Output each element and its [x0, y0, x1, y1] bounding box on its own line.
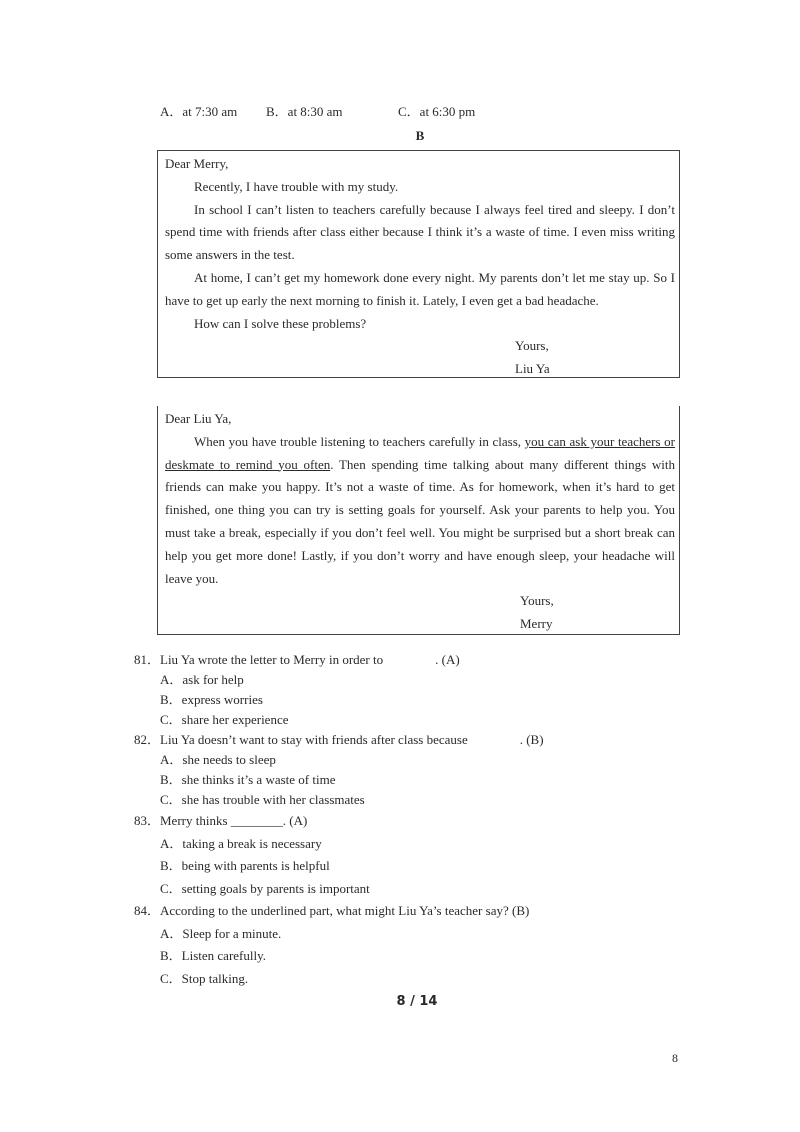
question-text: Liu Ya wrote the letter to Merry in order to . (A) — [160, 652, 460, 667]
previous-question-options — [160, 101, 475, 120]
letter-paragraph: At home, I can’t get my homework done every night. My parents don’t let me stay up. So I have to get up early the next morning to finish it. Lately, I even get a bad headache. — [165, 269, 675, 308]
letter-paragraph: How can I solve these problems? — [194, 315, 367, 331]
letter-signature: Merry — [520, 616, 553, 632]
answer-option: A．ask for help — [160, 672, 244, 687]
page-number: 8 — [672, 1051, 678, 1065]
answer-option: A．Sleep for a minute. — [160, 925, 282, 941]
answer-option: B．Listen carefully. — [160, 948, 267, 963]
question-number: 83． — [134, 813, 161, 828]
question-number: 81． — [134, 652, 161, 667]
answer-option: B．she thinks it’s a waste of time — [160, 772, 336, 787]
answer-option: A．taking a break is necessary — [160, 835, 322, 851]
letter-from-merry — [157, 406, 680, 635]
question-number: 82． — [134, 732, 161, 747]
letter-paragraph: Recently, I have trouble with my study. — [194, 178, 399, 194]
option-b: B．at 8:30 am — [266, 104, 343, 119]
answer-option: C．share her experience — [160, 712, 289, 727]
letter-greeting: Dear Merry, — [165, 156, 229, 171]
letter-text: . Then spending time talking about many different things with friends can make you happy. It’s not a waste of time. As for homework, when it’s hard to get finished, one thing you can try is setting goals for yourself. Ask your parents to help you. You must take a break, especially if you don’t feel well. You might be surprised but a short break can help you get more done! Lastly, if you don’t worry and have enough sleep, your headache will leave you. — [165, 456, 675, 586]
answer-option: B．being with parents is helpful — [160, 858, 330, 873]
letter-closing: Yours, — [515, 338, 549, 354]
letter-paragraph — [165, 431, 675, 591]
question-text: Merry thinks ________. (A) — [160, 813, 308, 828]
question-number: 84． — [134, 903, 161, 918]
answer-option: C．she has trouble with her classmates — [160, 792, 365, 807]
letter-closing: Yours, — [520, 593, 554, 609]
option-a: A．at 7:30 am — [160, 104, 238, 119]
answer-option: C．setting goals by parents is important — [160, 880, 370, 896]
question-item — [134, 650, 694, 730]
answer-option: C．Stop talking. — [160, 970, 249, 986]
letter-greeting: Dear Liu Ya, — [165, 411, 232, 426]
option-c: C．at 6:30 pm — [398, 104, 476, 119]
letter-paragraph: In school I can’t listen to teachers carefully because I always feel tired and sleepy. I don’t spend time with friends after class either because I think it’s a waste of time. I even miss writing some answers in the test. — [165, 201, 675, 263]
page-indicator: 8 / 14 — [396, 994, 438, 1009]
question-text: Liu Ya doesn’t want to stay with friends after class because . (B) — [160, 732, 544, 747]
letter-signature: Liu Ya — [515, 361, 550, 377]
question-item — [134, 730, 694, 810]
question-list — [134, 650, 694, 990]
question-text: According to the underlined part, what might Liu Ya’s teacher say? (B) — [160, 903, 530, 918]
letter-from-liu-ya — [157, 150, 680, 378]
question-item — [134, 810, 694, 900]
underlined-part: you can ask your teachers or deskmate to remind you often — [165, 433, 675, 472]
letter-text: When you have trouble listening to teachers carefully in class, — [194, 433, 525, 449]
answer-option: A．she needs to sleep — [160, 752, 276, 767]
section-title: B — [415, 128, 425, 143]
answer-option: B．express worries — [160, 692, 263, 707]
question-item — [134, 900, 694, 990]
